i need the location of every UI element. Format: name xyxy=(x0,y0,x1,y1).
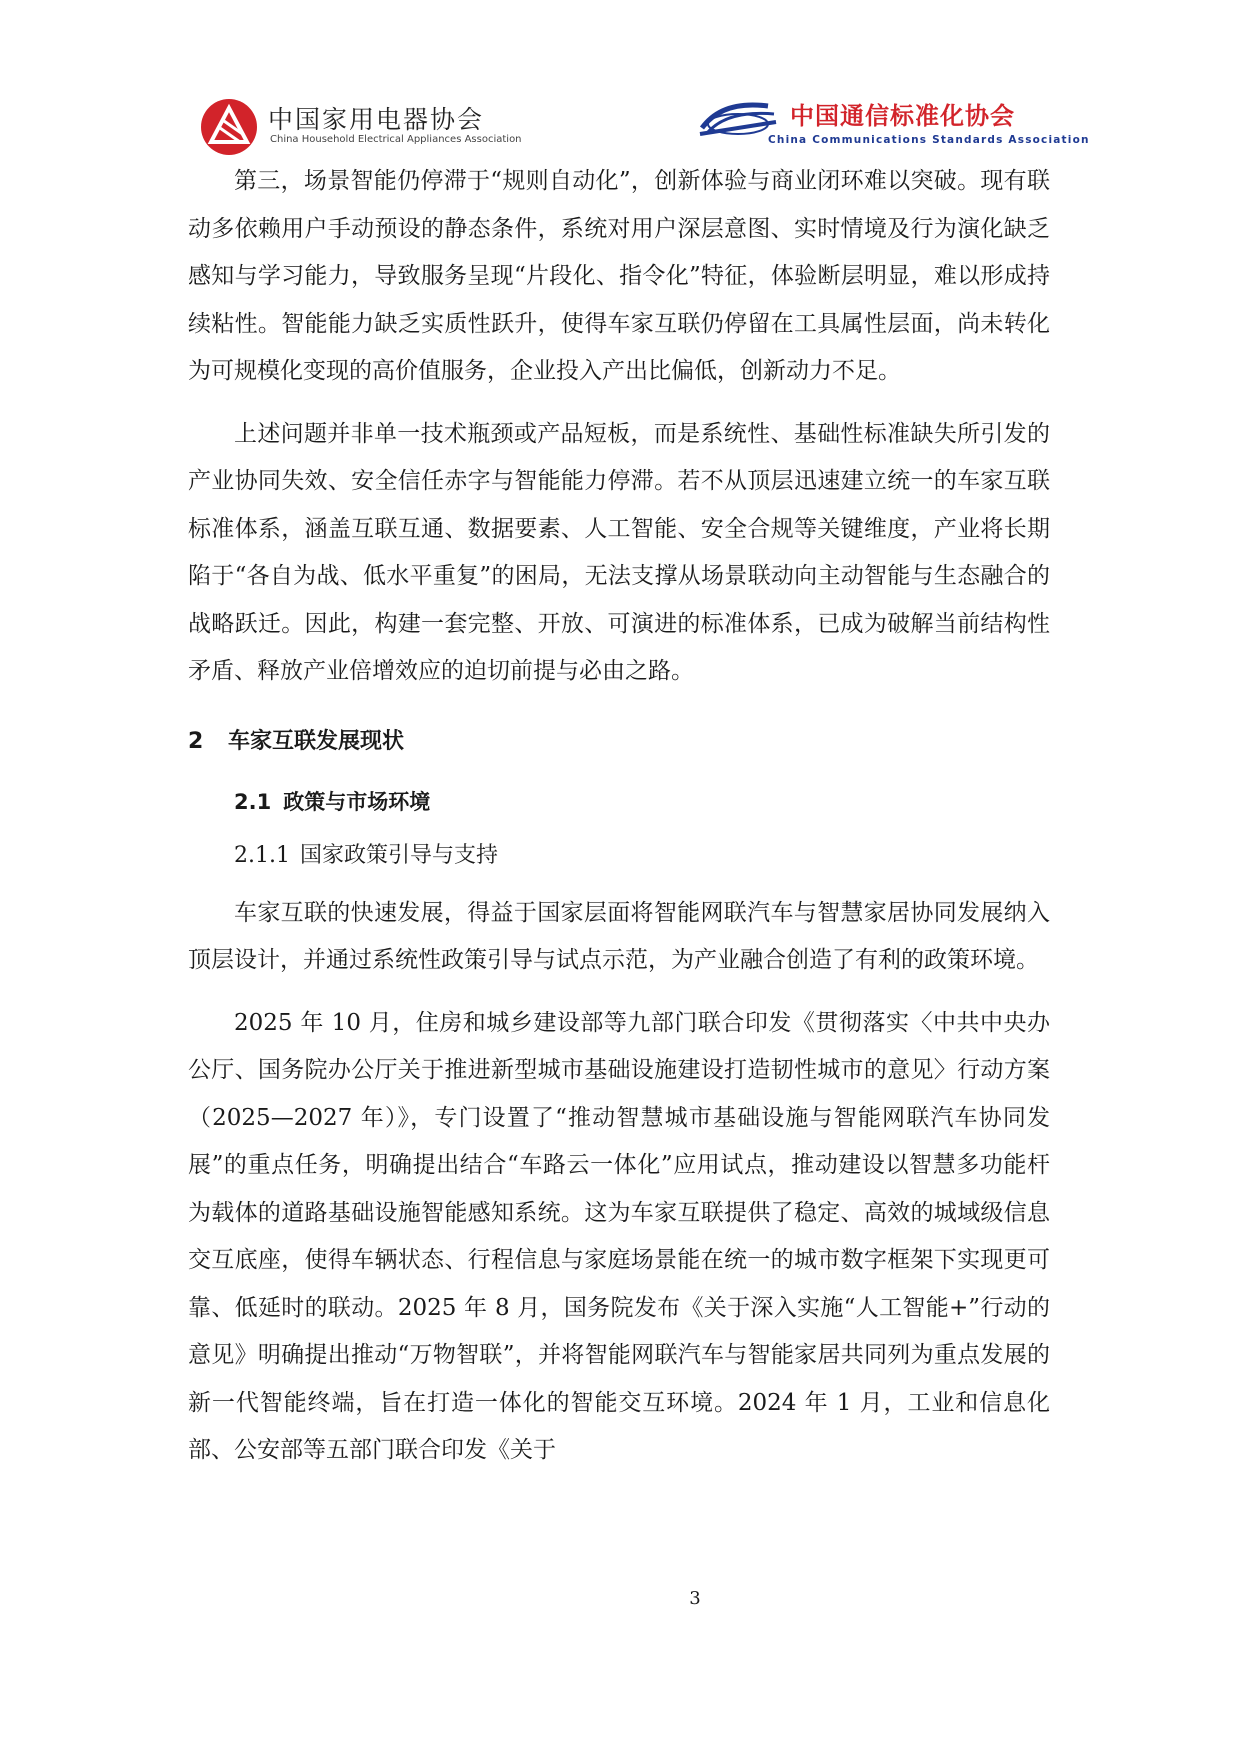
paragraph-scene-intelligence: 第三，场景智能仍停滞于“规则自动化”，创新体验与商业闭环难以突破。现有联动多依赖用户手动预设的静态条件，系统对用户深层意图、实时情境及行为演化缺乏感知与学习能力，导致服务呈现“片段化、指令化”特征，体验断层明显，难以形成持续粘性。智能能力缺乏实质性跃升，使得车家互联仍停留在工具属性层面，尚未转化为可规模化变现的高价值服务，企业投入产出比偏低，创新动力不足。 xyxy=(188,168,1050,384)
section-number: 2 xyxy=(188,728,204,754)
cheaa-name-en: China Household Electrical Appliances Association xyxy=(270,134,522,145)
section-title: 车家互联发展现状 xyxy=(228,728,405,754)
ccsa-name-en: China Communications Standards Association xyxy=(768,134,1090,146)
paragraph-policy-details: 2025 年 10 月，住房和城乡建设部等九部门联合印发《贯彻落实〈中共中央办公厅、国务院办公厅关于推进新型城市基础设施建设打造韧性城市的意见〉行动方案（2025—2027 年）》，专门设置了“推动智慧城市基础设施与智能网联汽车协同发展”的重点任务，明确提出结合“车路云一体化”应用试点，推动建设以智慧多功能杆为载体的道路基础设施智能感知系统。这为车家互联提供了稳定、高效的城域级信息交互底座，使得车辆状态、行程信息与家庭场景能在统一的城市数字框架下实现更可靠、低延时的联动。2025 年 8 月，国务院发布《关于深入实施“人工智能+”行动的意见》明确提出推动“万物智联”，并将智能网联汽车与智能家居共同列为重点发展的新一代智能终端，旨在打造一体化的智能交互环境。2024 年 1 月，工业和信息化部、公安部等五部门联合印发《关于 xyxy=(188,1009,1050,1463)
ccsa-logo xyxy=(698,94,1090,158)
subsubsection-title: 国家政策引导与支持 xyxy=(299,842,498,868)
paragraph-standards-summary: 上述问题并非单一技术瓶颈或产品短板，而是系统性、基础性标准缺失所引发的产业协同失效、安全信任赤字与智能能力停滞。若不从顶层迅速建立统一的车家互联标准体系，涵盖互联互通、数据要素、人工智能、安全合规等关键维度，产业将长期陷于“各自为战、低水平重复”的困局，无法支撑从场景联动向主动智能与生态融合的战略跃迁。因此，构建一套完整、开放、可演进的标准体系，已成为破解当前结构性矛盾、释放产业倍增效应的迫切前提与必由之路。 xyxy=(188,420,1050,684)
section-heading-2-1 xyxy=(188,778,1050,834)
section-heading-2 xyxy=(188,718,1050,778)
page-header xyxy=(0,88,1240,160)
ccsa-emblem-icon xyxy=(698,98,778,142)
section-heading-2-1-1 xyxy=(188,834,1050,890)
ccsa-name-cn: 中国通信标准化协会 xyxy=(790,102,1015,130)
document-body xyxy=(188,158,1050,1490)
subsection-number: 2.1 xyxy=(234,789,272,814)
subsection-title: 政策与市场环境 xyxy=(283,789,431,814)
cheaa-logo xyxy=(200,98,540,158)
cheaa-emblem-icon xyxy=(200,98,258,156)
subsubsection-number: 2.1.1 xyxy=(234,842,290,868)
page-number: 3 xyxy=(689,1588,701,1609)
paragraph-policy-intro: 车家互联的快速发展，得益于国家层面将智能网联汽车与智慧家居协同发展纳入顶层设计，并通过系统性政策引导与试点示范，为产业融合创造了有利的政策环境。 xyxy=(188,899,1050,973)
cheaa-name-cn: 中国家用电器协会 xyxy=(268,105,485,134)
